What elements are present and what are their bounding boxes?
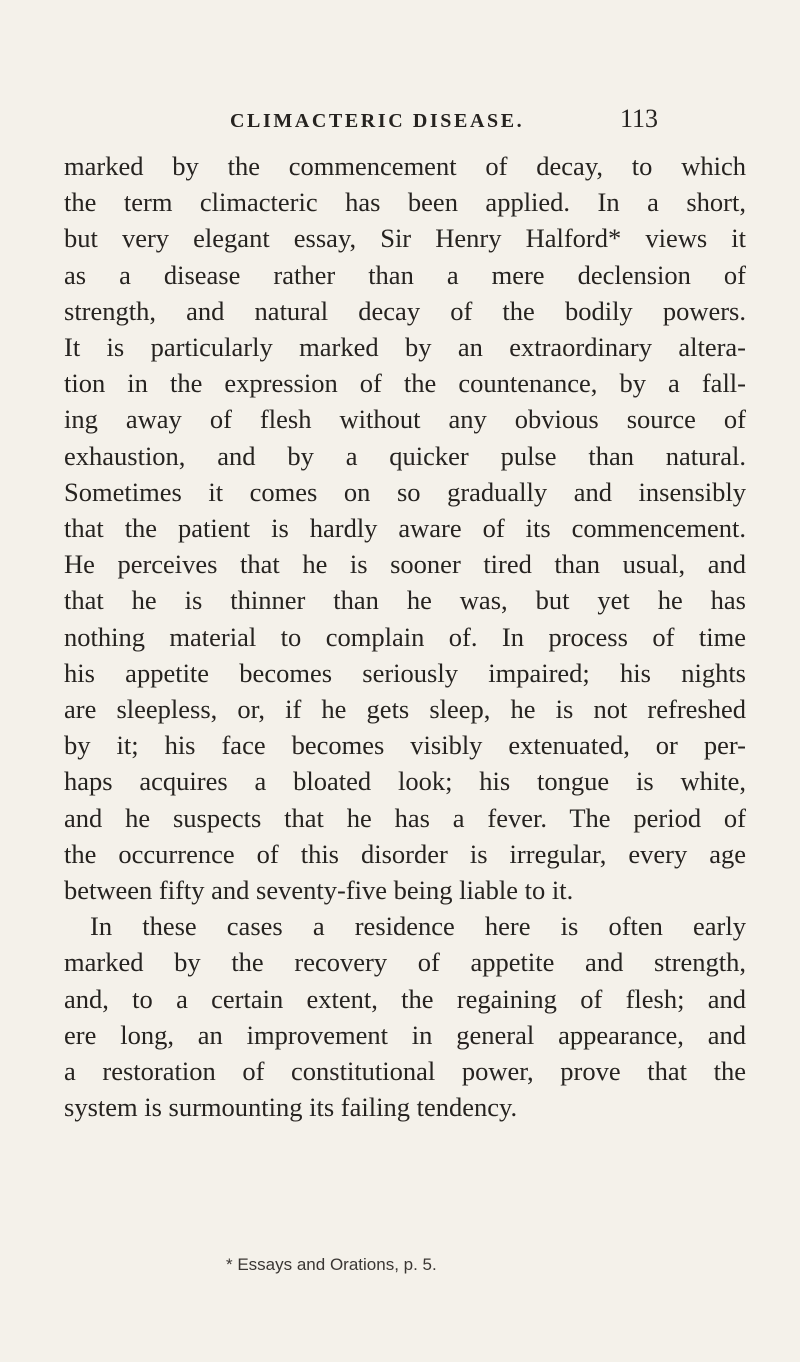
text-line: as a disease rather than a mere declension of [64,259,746,290]
text-line: and, to a certain extent, the regaining of flesh; and [64,983,746,1014]
text-line: but very elegant essay, Sir Henry Halford* views it [64,223,746,254]
page-number: 113 [620,104,659,133]
text-line: that the patient is hardly aware of its commencement. [64,513,746,544]
text-line: and he suspects that he has a fever. The period of [64,802,746,833]
text-line: marked by the recovery of appetite and strength, [64,947,746,978]
text-line: tion in the expression of the countenance, by a fall- [64,368,746,399]
text-line: haps acquires a bloated look; his tongue is white, [64,766,746,797]
text-line: marked by the commencement of decay, to which [64,151,746,181]
text-line: the term climacteric has been applied. In a short, [64,187,746,218]
text-line: by it; his face becomes visibly extenuated, or per- [64,730,746,761]
text-line: between fifty and seventy-five being liable to it. [64,875,574,906]
text-line: nothing material to complain of. In process of time [64,621,746,652]
running-title: CLIMACTERIC DISEASE. [230,110,525,132]
text-line: In these cases a residence here is often early [90,911,746,942]
text-line: strength, and natural decay of the bodily powers. [64,295,746,326]
text-line: It is particularly marked by an extraordinary altera- [64,332,746,363]
text-line: system is surmounting its failing tendency. [64,1092,518,1123]
footnote: * Essays and Orations, p. 5. [226,1255,437,1274]
text-line: that he is thinner than he was, but yet he has [64,585,746,616]
text-line: He perceives that he is sooner tired than usual, and [64,549,746,580]
text-line: ing away of flesh without any obvious source of [64,404,746,435]
text-line: ere long, an improvement in general appearance, and [64,1019,746,1050]
text-line: are sleepless, or, if he gets sleep, he is not refreshed [64,694,746,725]
text-line: his appetite becomes seriously impaired; his nights [64,657,746,688]
text-line: exhaustion, and by a quicker pulse than natural. [64,440,746,471]
body-text [64,148,746,1125]
text-line: a restoration of constitutional power, prove that the [64,1056,746,1087]
text-line: Sometimes it comes on so gradually and insensibly [64,476,746,507]
text-line: the occurrence of this disorder is irregular, every age [64,838,746,869]
